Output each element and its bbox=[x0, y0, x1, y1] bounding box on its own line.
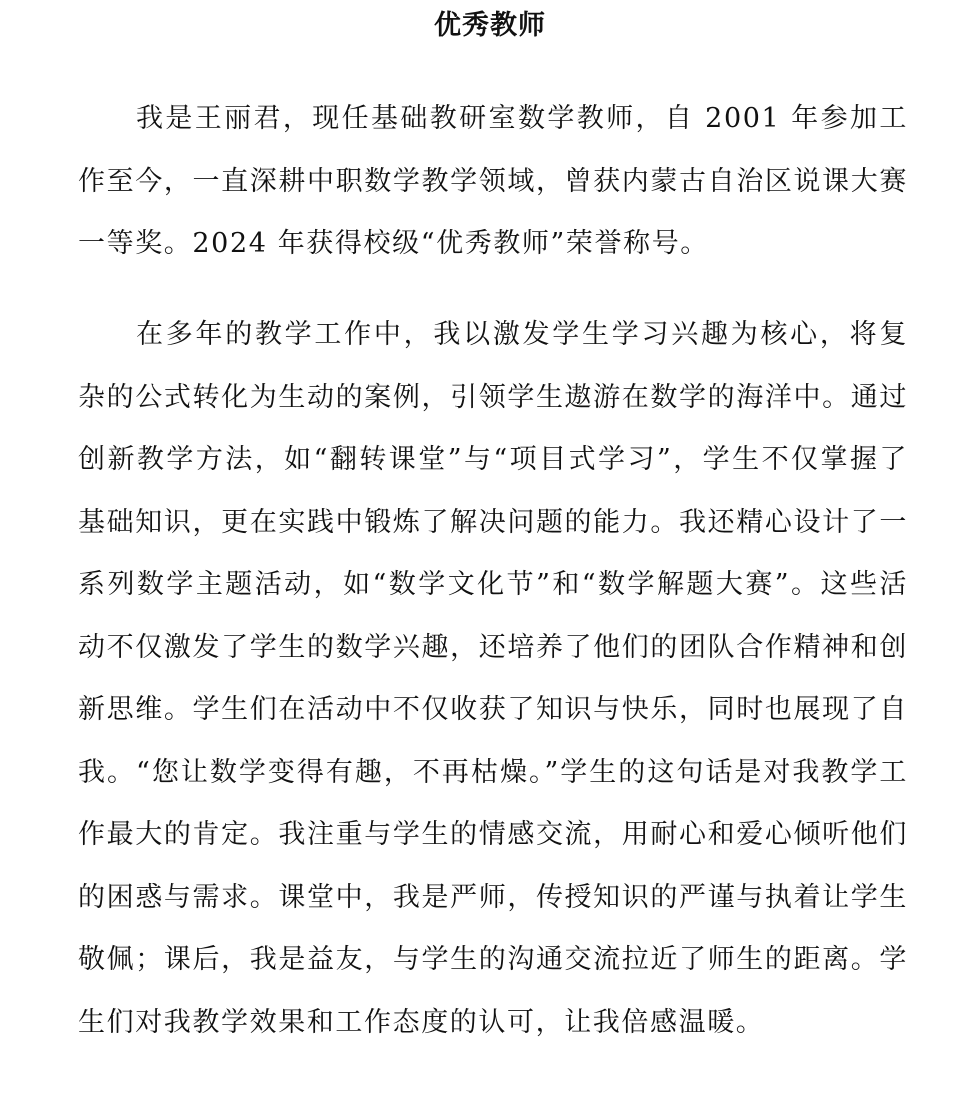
paragraph-teaching: 在多年的教学工作中，我以激发学生学习兴趣为核心，将复杂的公式转化为生动的案例，引领学生遨游在数学的海洋中。通过创新教学方法，如“翻转课堂”与“项目式学习”，学生不仅掌握了基础知识，更在实践中锻炼了解决问题的能力。我还精心设计了一系列数学主题活动，如“数学文化节”和“数学解题大赛”。这些活动不仅激发了学生的数学兴趣，还培养了他们的团队合作精神和创新思维。学生们在活动中不仅收获了知识与快乐，同时也展现了自我。“您让数学变得有趣，不再枯燥。”学生的这句话是对我教学工作最大的肯定。我注重与学生的情感交流，用耐心和爱心倾听他们的困惑与需求。课堂中，我是严师，传授知识的严谨与执着让学生敬佩；课后，我是益友，与学生的沟通交流拉近了师生的距离。学生们对我教学效果和工作态度的认可，让我倍感温暖。 bbox=[78, 319, 908, 1038]
paragraph-intro: 我是王丽君，现任基础教研室数学教师，自 2001 年参加工作至今，一直深耕中职数学教学领域，曾获内蒙古自治区说课大赛一等奖。2024 年获得校级“优秀教师”荣誉称号。 bbox=[78, 103, 908, 259]
document-title: 优秀教师 bbox=[434, 10, 546, 41]
